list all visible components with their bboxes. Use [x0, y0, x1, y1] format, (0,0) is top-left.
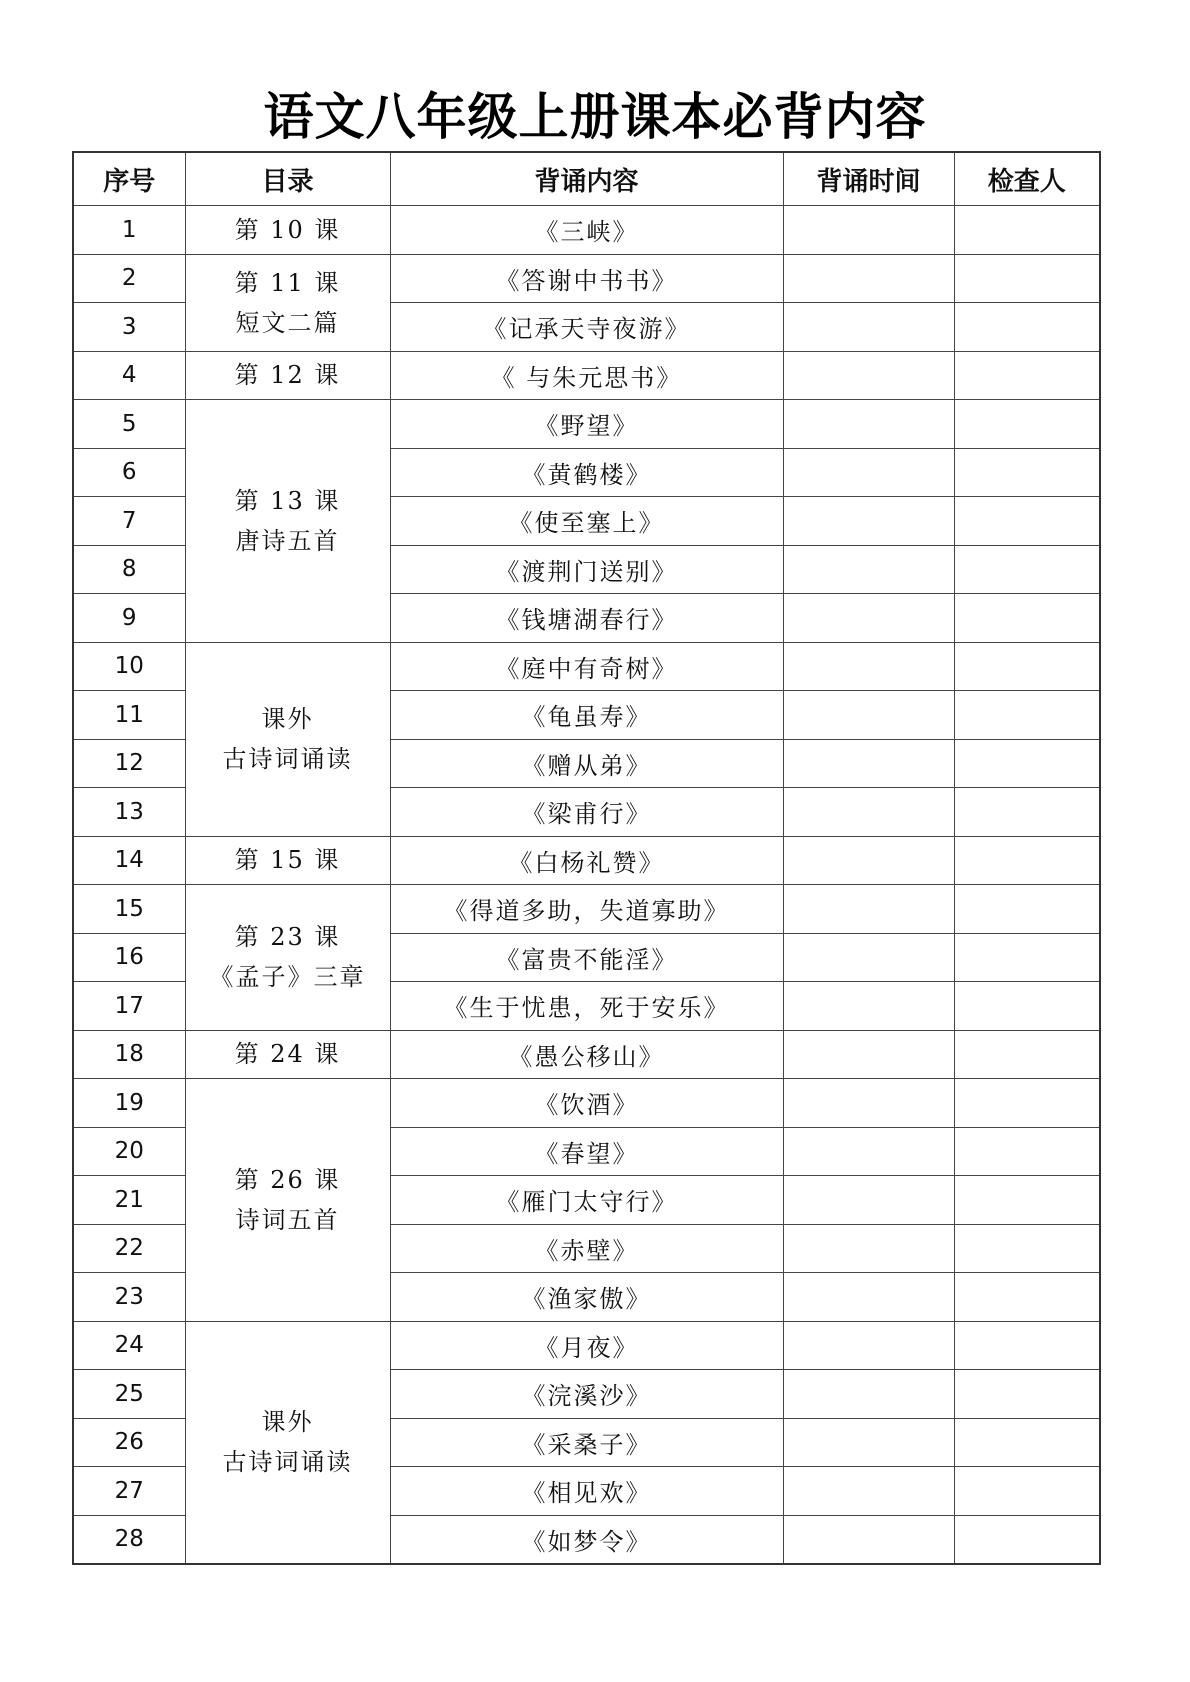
lesson-group-line: 第 26 课 — [234, 1165, 341, 1194]
table-row — [73, 351, 1100, 400]
recite-content: 《钱塘湖春行》 — [390, 594, 783, 643]
table-row — [73, 1079, 1100, 1128]
checker-cell — [954, 788, 1100, 837]
recite-time-cell — [783, 1515, 954, 1564]
row-number: 1 — [73, 206, 185, 255]
recite-time-cell — [783, 836, 954, 885]
lesson-group-line: 古诗词诵读 — [222, 1448, 353, 1477]
lesson-group-line: 古诗词诵读 — [222, 745, 353, 773]
checker-cell — [954, 497, 1100, 546]
lesson-group-line: 第 10 课 — [234, 215, 341, 244]
checker-cell — [954, 1176, 1100, 1225]
recite-time-cell — [783, 497, 954, 546]
lesson-group-line: 唐诗五首 — [235, 526, 340, 555]
lesson-group — [185, 1030, 390, 1079]
lesson-group — [185, 642, 390, 836]
row-number: 4 — [73, 351, 185, 400]
checker-cell — [954, 254, 1100, 303]
header-checker: 检查人 — [954, 152, 1100, 206]
row-number: 3 — [73, 303, 185, 352]
recite-time-cell — [783, 1079, 954, 1128]
row-number: 22 — [73, 1224, 185, 1273]
recite-content: 《如梦令》 — [390, 1515, 783, 1564]
page-title: 语文八年级上册课本必背内容 — [263, 88, 927, 146]
row-number: 20 — [73, 1127, 185, 1176]
row-number: 11 — [73, 691, 185, 740]
checker-cell — [954, 206, 1100, 255]
lesson-group-line: 短文二篇 — [235, 308, 340, 337]
checker-cell — [954, 545, 1100, 594]
recite-time-cell — [783, 254, 954, 303]
checker-cell — [954, 1079, 1100, 1128]
recite-content: 《野望》 — [390, 400, 783, 449]
row-number: 23 — [73, 1273, 185, 1322]
lesson-group-line: 第 24 课 — [234, 1040, 341, 1069]
recite-time-cell — [783, 788, 954, 837]
table-row — [73, 254, 1100, 303]
row-number: 2 — [73, 254, 185, 303]
recitation-table — [72, 151, 1101, 1565]
recite-time-cell — [783, 739, 954, 788]
recite-time-cell — [783, 1176, 954, 1225]
recite-content: 《愚公移山》 — [390, 1030, 783, 1079]
row-number: 14 — [73, 836, 185, 885]
checker-cell — [954, 1515, 1100, 1564]
table-header-row — [73, 152, 1100, 206]
recite-content: 《渔家傲》 — [390, 1273, 783, 1322]
recite-content: 《赤壁》 — [390, 1224, 783, 1273]
recite-time-cell — [783, 1418, 954, 1467]
row-number: 8 — [73, 545, 185, 594]
recite-content: 《浣溪沙》 — [390, 1370, 783, 1419]
row-number: 13 — [73, 788, 185, 837]
recite-time-cell — [783, 351, 954, 400]
lesson-group — [185, 1321, 390, 1564]
checker-cell — [954, 1467, 1100, 1516]
recite-content: 《富贵不能淫》 — [390, 933, 783, 982]
lesson-group — [185, 400, 390, 643]
checker-cell — [954, 1273, 1100, 1322]
recite-time-cell — [783, 691, 954, 740]
recite-content: 《月夜》 — [390, 1321, 783, 1370]
row-number: 10 — [73, 642, 185, 691]
checker-cell — [954, 1030, 1100, 1079]
row-number: 28 — [73, 1515, 185, 1564]
table-row — [73, 1321, 1100, 1370]
checker-cell — [954, 1418, 1100, 1467]
checker-cell — [954, 594, 1100, 643]
checker-cell — [954, 885, 1100, 934]
checker-cell — [954, 933, 1100, 982]
recite-content: 《庭中有奇树》 — [390, 642, 783, 691]
lesson-group — [185, 206, 390, 255]
checker-cell — [954, 1321, 1100, 1370]
header-recite-time: 背诵时间 — [783, 152, 954, 206]
header-catalog: 目录 — [185, 152, 390, 206]
recite-time-cell — [783, 1273, 954, 1322]
table-body — [73, 206, 1100, 1565]
lesson-group-line: 第 15 课 — [234, 846, 341, 875]
recite-time-cell — [783, 1321, 954, 1370]
row-number: 7 — [73, 497, 185, 546]
recite-content: 《白杨礼赞》 — [390, 836, 783, 885]
lesson-group-line: 诗词五首 — [235, 1205, 340, 1234]
checker-cell — [954, 642, 1100, 691]
checker-cell — [954, 1224, 1100, 1273]
checker-cell — [954, 1127, 1100, 1176]
row-number: 6 — [73, 448, 185, 497]
row-number: 27 — [73, 1467, 185, 1516]
header-content: 背诵内容 — [390, 152, 783, 206]
row-number: 17 — [73, 982, 185, 1031]
table-row — [73, 885, 1100, 934]
recite-content: 《生于忧患，死于安乐》 — [390, 982, 783, 1031]
row-number: 15 — [73, 885, 185, 934]
recite-content: 《采桑子》 — [390, 1418, 783, 1467]
checker-cell — [954, 351, 1100, 400]
row-number: 24 — [73, 1321, 185, 1370]
recite-content: 《 与朱元思书》 — [390, 351, 783, 400]
lesson-group-line: 第 12 课 — [234, 361, 341, 390]
lesson-group — [185, 254, 390, 351]
table-row — [73, 400, 1100, 449]
lesson-group — [185, 351, 390, 400]
recite-time-cell — [783, 982, 954, 1031]
row-number: 18 — [73, 1030, 185, 1079]
recite-content: 《赠从弟》 — [390, 739, 783, 788]
recite-time-cell — [783, 594, 954, 643]
recite-time-cell — [783, 545, 954, 594]
lesson-group — [185, 1079, 390, 1322]
checker-cell — [954, 691, 1100, 740]
recite-content: 《答谢中书书》 — [390, 254, 783, 303]
lesson-group — [185, 836, 390, 885]
table-row — [73, 206, 1100, 255]
recite-content: 《龟虽寿》 — [390, 691, 783, 740]
recite-time-cell — [783, 400, 954, 449]
checker-cell — [954, 836, 1100, 885]
recite-time-cell — [783, 1127, 954, 1176]
checker-cell — [954, 448, 1100, 497]
checker-cell — [954, 400, 1100, 449]
table-row — [73, 836, 1100, 885]
lesson-group-line: 第 23 课 — [234, 923, 341, 952]
checker-cell — [954, 1370, 1100, 1419]
recite-time-cell — [783, 885, 954, 934]
recite-time-cell — [783, 206, 954, 255]
recite-content: 《渡荆门送别》 — [390, 545, 783, 594]
row-number: 9 — [73, 594, 185, 643]
recite-time-cell — [783, 303, 954, 352]
header-number: 序号 — [73, 152, 185, 206]
lesson-group-line: 《孟子》三章 — [209, 963, 366, 992]
recite-content: 《春望》 — [390, 1127, 783, 1176]
table-row — [73, 1030, 1100, 1079]
recite-time-cell — [783, 1224, 954, 1273]
recite-content: 《三峡》 — [390, 206, 783, 255]
checker-cell — [954, 303, 1100, 352]
recite-content: 《雁门太守行》 — [390, 1176, 783, 1225]
row-number: 5 — [73, 400, 185, 449]
recite-content: 《得道多助，失道寡助》 — [390, 885, 783, 934]
recite-time-cell — [783, 1370, 954, 1419]
recite-content: 《记承天寺夜游》 — [390, 303, 783, 352]
row-number: 25 — [73, 1370, 185, 1419]
checker-cell — [954, 739, 1100, 788]
recite-time-cell — [783, 642, 954, 691]
row-number: 26 — [73, 1418, 185, 1467]
recite-time-cell — [783, 1030, 954, 1079]
row-number: 16 — [73, 933, 185, 982]
lesson-group-line: 第 13 课 — [234, 486, 341, 515]
recite-time-cell — [783, 933, 954, 982]
row-number: 19 — [73, 1079, 185, 1128]
row-number: 21 — [73, 1176, 185, 1225]
recite-time-cell — [783, 1467, 954, 1516]
recite-content: 《相见欢》 — [390, 1467, 783, 1516]
lesson-group-line: 课外 — [261, 705, 314, 733]
lesson-group-line: 第 11 课 — [234, 268, 341, 297]
recite-content: 《使至塞上》 — [390, 497, 783, 546]
row-number: 12 — [73, 739, 185, 788]
recite-content: 《梁甫行》 — [390, 788, 783, 837]
checker-cell — [954, 982, 1100, 1031]
recite-time-cell — [783, 448, 954, 497]
recite-content: 《饮酒》 — [390, 1079, 783, 1128]
recite-content: 《黄鹤楼》 — [390, 448, 783, 497]
lesson-group-line: 课外 — [261, 1408, 314, 1437]
table-row — [73, 642, 1100, 691]
lesson-group — [185, 885, 390, 1031]
